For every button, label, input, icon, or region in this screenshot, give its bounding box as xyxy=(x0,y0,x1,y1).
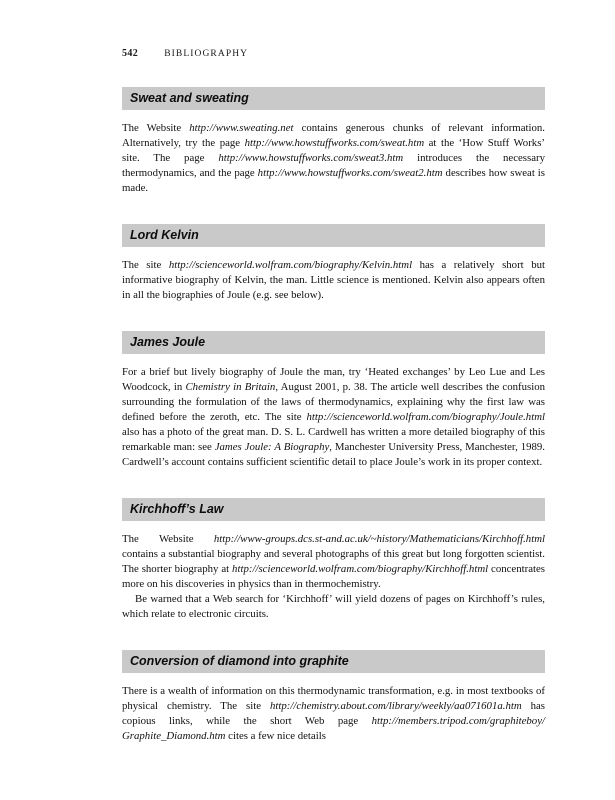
text-run: There is a wealth of information on this thermodynamic transformation, e.g. in most textbooks of physical chemistry. The site xyxy=(122,685,545,712)
url-text: http://www.sweating.net xyxy=(189,122,294,134)
url-text: http://scienceworld.wolfram.com/biography/Joule.html xyxy=(306,411,545,423)
text-run: introduces the necessary thermodynamics, and the page xyxy=(122,152,546,179)
paragraph xyxy=(122,592,545,622)
url-text: http://www.howstuffworks.com/sweat3.htm xyxy=(218,152,404,164)
url-text: http://chemistry.about.com/library/weekly/aa071601a.htm xyxy=(269,700,522,712)
text-run: Be warned that a Web search for ‘Kirchhoff’ will yield dozens of pages on Kirchhoff’s rules, which relate to electronic circuits. xyxy=(122,593,545,620)
text-run: For a brief but lively biography of Joule the man, try ‘Heated exchanges’ by Leo Lue and Les Woodcock, in xyxy=(122,366,545,393)
text-run: contains a substantial biography and several photographs of this great but long forgotten scientist. The shorter biography at xyxy=(122,548,545,575)
text-run: The Website xyxy=(122,122,190,134)
paragraph xyxy=(122,532,545,592)
book-title: Chemistry in Britain xyxy=(185,381,276,393)
text-run: describes how sweat is made. xyxy=(122,167,545,194)
text-run: at the ‘How Stuff Works’ site. The page xyxy=(122,137,545,164)
section-heading: Conversion of diamond into graphite xyxy=(122,650,545,673)
text-run: , Manchester University Press, Manchester, 1989. Cardwell’s account contains sufficient scientific detail to place Joule’s work in its proper context. xyxy=(122,441,546,468)
text-run: The site xyxy=(122,259,169,271)
url-text: http://scienceworld.wolfram.com/biography/Kirchhoff.html xyxy=(232,563,489,575)
url-text: http://members.tripod.com/graphiteboy/Graphite_Diamond.htm xyxy=(122,715,545,742)
section-heading: Sweat and sweating xyxy=(122,87,545,110)
paragraph xyxy=(122,365,545,470)
text-run: contains generous chunks of relevant information. Alternatively, try the page xyxy=(122,122,545,149)
paragraph xyxy=(122,121,545,196)
bibliography-section xyxy=(122,224,545,303)
text-run: The Website xyxy=(122,533,214,545)
text-run: also has a photo of the great man. D. S. L. Cardwell has written a more detailed biography of this remarkable man: see xyxy=(122,426,545,453)
text-run: , August 2001, p. 38. The article well describes the confusion surrounding the formulation of the laws of thermodynamics, explaining why the first law was defined before the zeroth, etc. The site xyxy=(122,381,545,423)
text-run: cites a few nice details xyxy=(225,730,326,742)
url-text: http://scienceworld.wolfram.com/biography/Kelvin.html xyxy=(168,259,413,271)
url-text: http://www.howstuffworks.com/sweat2.htm xyxy=(257,167,443,179)
bibliography-section xyxy=(122,650,545,744)
bibliography-section xyxy=(122,331,545,470)
page-number: 542 xyxy=(122,48,139,59)
sections-container xyxy=(122,87,545,744)
section-heading: James Joule xyxy=(122,331,545,354)
page-header xyxy=(122,48,545,59)
paragraph xyxy=(122,684,545,744)
url-text: http://www-groups.dcs.st-and.ac.uk/~history/Mathematicians/Kirchhoff.html xyxy=(213,533,545,545)
bibliography-section xyxy=(122,498,545,622)
text-run: concentrates more on his discoveries in physics than in thermochemistry. xyxy=(122,563,546,590)
url-text: http://www.howstuffworks.com/sweat.htm xyxy=(244,137,425,149)
bibliography-section xyxy=(122,87,545,196)
section-heading: Kirchhoff’s Law xyxy=(122,498,545,521)
paragraph xyxy=(122,258,545,303)
running-title: BIBLIOGRAPHY xyxy=(164,49,249,59)
section-heading: Lord Kelvin xyxy=(122,224,545,247)
text-run: has copious links, while the short Web page xyxy=(122,700,546,727)
book-title: James Joule: A Biography xyxy=(214,441,330,453)
text-run: has a relatively short but informative biography of Kelvin, the man. Little science is mentioned. Kelvin also appears often in all the biographies of Joule (e.g. see below). xyxy=(122,259,545,301)
